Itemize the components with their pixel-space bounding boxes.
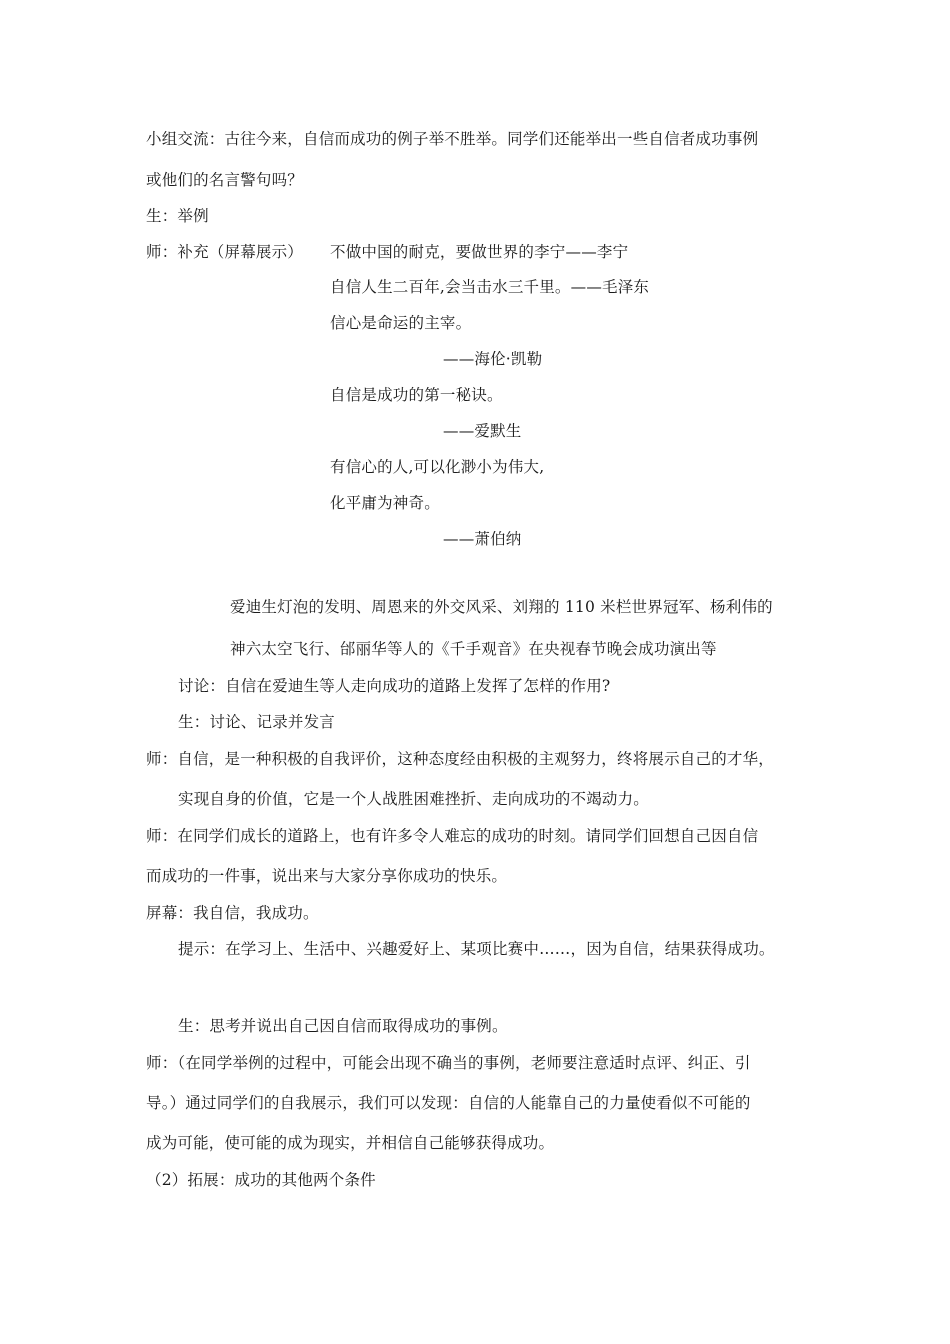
paragraph-line: 师：在同学们成长的道路上，也有许多令人难忘的成功的时刻。请同学们回想自己因自信 — [146, 827, 759, 845]
section-heading: （2）拓展：成功的其他两个条件 — [146, 1171, 376, 1189]
paragraph-line: 师：自信，是一种积极的自我评价，这种态度经由积极的主观努力，终将展示自己的才华， — [146, 750, 775, 768]
paragraph-line: 成为可能，使可能的成为现实，并相信自己能够获得成功。 — [146, 1134, 555, 1152]
quote-line: 自信人生二百年,会当击水三千里。——毛泽东 — [330, 278, 650, 296]
quote-author: ——萧伯纳 — [443, 530, 522, 548]
paragraph-line: 生：思考并说出自己因自信而取得成功的事例。 — [178, 1017, 508, 1035]
paragraph-line: 神六太空飞行、邰丽华等人的《千手观音》在央视春节晚会成功演出等 — [230, 640, 717, 658]
paragraph-line: 导。）通过同学们的自我展示，我们可以发现：自信的人能靠自己的力量使看似不可能的 — [146, 1094, 751, 1112]
quote-line: 化平庸为神奇。 — [330, 494, 440, 512]
paragraph-line: 爱迪生灯泡的发明、周恩来的外交风采、刘翔的 110 米栏世界冠军、杨利伟的 — [230, 598, 773, 616]
paragraph-line: 师：补充（屏幕展示） — [146, 243, 304, 261]
paragraph-line: 而成功的一件事，说出来与大家分享你成功的快乐。 — [146, 867, 508, 885]
quote-author: ——海伦·凯勒 — [443, 350, 543, 368]
quote-line: 不做中国的耐克，要做世界的李宁——李宁 — [330, 243, 629, 261]
paragraph-line: 讨论：自信在爱迪生等人走向成功的道路上发挥了怎样的作用? — [178, 677, 611, 695]
quote-author: ——爱默生 — [443, 422, 522, 440]
paragraph-line: 提示：在学习上、生活中、兴趣爱好上、某项比赛中……，因为自信，结果获得成功。 — [178, 940, 775, 958]
quote-line: 信心是命运的主宰。 — [330, 314, 472, 332]
paragraph-line: 小组交流：古往今来，自信而成功的例子举不胜举。同学们还能举出一些自信者成功事例 — [146, 130, 759, 148]
paragraph-line: 屏幕：我自信，我成功。 — [146, 904, 319, 922]
paragraph-line: 生：讨论、记录并发言 — [178, 713, 336, 731]
paragraph-line: 或他们的名言警句吗？ — [146, 171, 304, 189]
paragraph-line: 生：举例 — [146, 207, 209, 225]
quote-line: 有信心的人,可以化渺小为伟大, — [330, 458, 545, 476]
quote-line: 自信是成功的第一秘诀。 — [330, 386, 503, 404]
paragraph-line: 实现自身的价值，它是一个人战胜困难挫折、走向成功的不竭动力。 — [178, 790, 650, 808]
paragraph-line: 师：（在同学举例的过程中，可能会出现不确当的事例，老师要注意适时点评、纠正、引 — [146, 1054, 751, 1072]
